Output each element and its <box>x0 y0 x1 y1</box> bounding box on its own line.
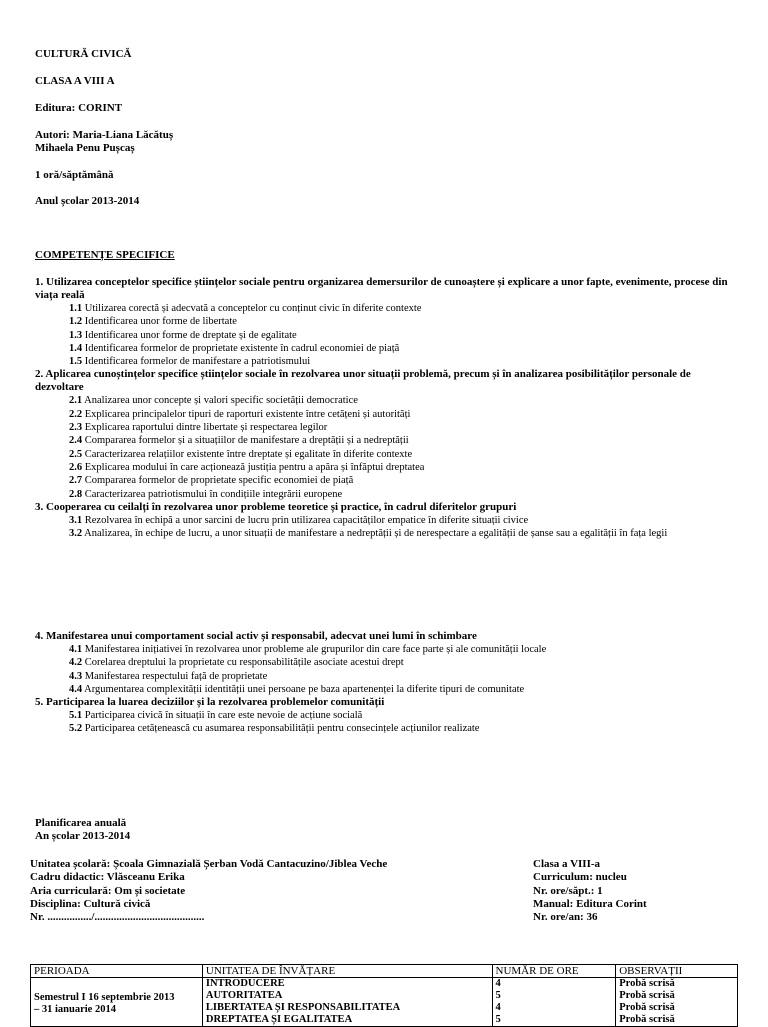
teacher: Cadru didactic: Vlăsceanu Erika <box>30 871 185 884</box>
competence-number: 1.4 <box>69 342 83 354</box>
competence-text: Explicarea modului în care acționează justiția pentru a apăra și înfăptui dreptatea <box>82 461 425 473</box>
competence-text: Analizarea, în echipe de lucru, a unor situații de manifestare a nedreptății și de nerespectare a egalității de șanse sau a egalității în fața legii <box>82 528 668 540</box>
competence-4-4 <box>35 683 740 696</box>
period-line-1: Semestrul I 16 septembrie 2013 <box>34 992 175 1003</box>
competence-text: Analizarea unor concepte și valori specific societății democratice <box>82 395 358 407</box>
competence-2-2 <box>35 408 740 421</box>
competence-number: 3.2 <box>69 528 83 540</box>
school-year-label: Anul școlar 2013-2014 <box>35 195 140 207</box>
competence-5-1 <box>35 709 740 722</box>
period-line-2: – 31 ianuarie 2014 <box>34 1004 116 1015</box>
competence-text: Explicarea principalelor tipuri de raporturi existente între cetățeni și autorități <box>82 408 411 420</box>
competence-number: 2.5 <box>69 448 83 460</box>
competence-4-heading: 4. Manifestarea unui comportament social activ și responsabil, adecvat unei lumi în schimbare <box>35 630 477 642</box>
competence-2-6 <box>35 461 740 474</box>
unit-name: AUTORITATEA <box>205 990 283 1001</box>
competence-text: Identificarea formelor de proprietate existente în cadrul economiei de piață <box>82 342 400 354</box>
competence-3-1 <box>35 514 740 527</box>
unit-cell <box>202 978 492 1027</box>
competence-number: 4.1 <box>69 644 83 655</box>
competence-1-4 <box>35 342 740 355</box>
competence-text: Corelarea dreptului la proprietate cu responsabilitățile asociate acestui drept <box>82 657 404 669</box>
competence-3-heading: 3. Cooperarea cu ceilalți în rezolvarea unor probleme teoretice și practice, în cadrul diferitelor grupuri <box>35 500 517 513</box>
competence-text: Explicarea raportului dintre libertate și respectarea legilor <box>82 422 328 434</box>
competence-number: 5.1 <box>69 710 83 722</box>
discipline: Disciplina: Cultură civică <box>30 897 151 910</box>
competence-text: Manifestarea inițiativei în rezolvarea unor probleme ale grupurilor din care face parte și ale comunității locale <box>82 644 547 655</box>
class-info: Clasa a VIII-a <box>533 858 601 870</box>
unit-name: DREPTATEA ȘI EGALITATEA <box>205 1014 353 1025</box>
competence-text: Compararea formelor de proprietate specific economiei de piață <box>82 475 354 487</box>
competence-text: Compararea formelor și a situațiilor de manifestare a dreptății și a nedreptății <box>82 435 409 447</box>
hours-value: 5 <box>495 990 501 1001</box>
column-header-observations: OBSERVAȚII <box>616 965 738 978</box>
competence-text: Utilizarea corectă și adecvată a conceptelor cu conținut civic în diferite contexte <box>82 303 422 314</box>
competence-number: 3.1 <box>69 514 83 526</box>
competence-text: Identificarea unor forme de dreptate și de egalitate <box>82 329 297 341</box>
competence-2-7 <box>35 474 740 487</box>
hours-label: 1 oră/săptămână <box>35 169 114 181</box>
competences-block-b <box>35 630 740 736</box>
competence-1-2 <box>35 315 740 328</box>
competences-title: COMPETENȚE SPECIFICE <box>35 249 175 261</box>
competence-text: Manifestarea respectului față de proprietate <box>82 670 268 682</box>
competence-1-1 <box>35 302 740 315</box>
competence-2-heading: 2. Aplicarea cunoștințelor specifice științelor sociale în rezolvarea unor situații problemă, precum și în analizarea posibilităților personale de dezvoltare <box>35 368 691 394</box>
competence-2-3 <box>35 421 740 434</box>
table-header-row <box>31 965 738 978</box>
period-cell <box>31 978 203 1027</box>
competence-1-3 <box>35 329 740 342</box>
competence-number: 1.5 <box>69 356 83 368</box>
registration-number: Nr. ................/........................................ <box>30 911 205 924</box>
column-header-period: PERIOADA <box>31 965 203 978</box>
competence-2-5 <box>35 448 740 461</box>
competence-number: 2.4 <box>69 435 83 447</box>
competence-number: 4.4 <box>69 683 83 695</box>
competence-5-2 <box>35 722 740 735</box>
observation-value: Probă scrisă <box>619 990 675 1001</box>
competence-text: Participarea civică în situații în care este nevoie de acțiune socială <box>82 710 363 722</box>
hours-value: 4 <box>495 1002 501 1013</box>
competence-4-1 <box>35 643 740 656</box>
competence-2-4 <box>35 434 740 447</box>
competence-4-2 <box>35 656 740 669</box>
competence-text: Participarea cetățenească cu asumarea responsabilității pentru consecințele acțiunilor realizate <box>82 723 480 735</box>
authors-line-1: Autori: Maria-Liana Lăcătuș <box>35 129 174 141</box>
school-info-right <box>533 858 647 924</box>
competence-number: 5.2 <box>69 723 83 735</box>
unit-name: INTRODUCERE <box>205 978 285 989</box>
observation-value: Probă scrisă <box>619 1002 675 1013</box>
competence-3-2 <box>35 527 740 540</box>
competences-block-a <box>35 276 740 540</box>
observation-value: Probă scrisă <box>619 1014 675 1025</box>
hours-value: 5 <box>495 1014 501 1025</box>
competence-2-8 <box>35 488 740 501</box>
competence-number: 2.1 <box>69 395 83 407</box>
planning-title: Planificarea anuală <box>35 817 127 829</box>
competence-5-heading: 5. Participarea la luarea deciziilor și la rezolvarea problemelor comunității <box>35 696 385 709</box>
hours-per-week: Nr. ore/săpt.: 1 <box>533 884 603 897</box>
column-header-hours: NUMĂR DE ORE <box>492 965 616 978</box>
observation-value: Probă scrisă <box>619 978 675 989</box>
planning-table <box>30 964 738 1027</box>
competence-2-1 <box>35 394 740 407</box>
competence-number: 2.7 <box>69 475 83 487</box>
competence-text: Caracterizarea patriotismului în condițiile integrării europene <box>82 488 343 500</box>
hours-per-year: Nr. ore/an: 36 <box>533 911 598 924</box>
competence-number: 4.2 <box>69 657 83 669</box>
competence-number: 1.2 <box>69 316 83 328</box>
school-info-left <box>30 858 387 924</box>
publisher-label: Editura: CORINT <box>35 102 123 114</box>
curriculum-info: Curriculum: nucleu <box>533 871 627 884</box>
hours-value: 4 <box>495 978 501 989</box>
observations-cell <box>616 978 738 1027</box>
hours-cell <box>492 978 616 1027</box>
competence-text: Identificarea unor forme de libertate <box>82 316 237 328</box>
competence-1-5 <box>35 355 740 368</box>
competence-text: Caracterizarea relațiilor existente între dreptate și egalitate în diferite contexte <box>82 448 413 460</box>
competence-4-3 <box>35 670 740 683</box>
competence-number: 4.3 <box>69 670 83 682</box>
planning-year: An școlar 2013-2014 <box>35 830 131 842</box>
class-label: CLASA A VIII A <box>35 75 115 87</box>
subject-title: CULTURĂ CIVICĂ <box>35 48 132 60</box>
unit-name: LIBERTATEA ȘI RESPONSABILITATEA <box>205 1002 401 1013</box>
column-header-unit: UNITATEA DE ÎNVĂȚARE <box>202 965 492 978</box>
competence-number: 1.1 <box>69 303 83 314</box>
competence-number: 2.3 <box>69 422 83 434</box>
textbook-info: Manual: Editura Corint <box>533 897 647 910</box>
competence-1-heading: 1. Utilizarea conceptelor specifice științelor sociale pentru organizarea demersurilor de cunoaștere și explicare a unor fapte, evenimente, procese din viața reală <box>35 276 728 301</box>
competence-text: Rezolvarea în echipă a unor sarcini de lucru prin utilizarea capacităților empatice în diferite situații civice <box>82 514 529 526</box>
school-unit: Unitatea școlară: Școala Gimnazială Șerban Vodă Cantacuzino/Jiblea Veche <box>30 858 388 870</box>
authors-line-2: Mihaela Penu Pușcaș <box>35 142 135 154</box>
competence-text: Identificarea formelor de manifestare a patriotismului <box>82 356 311 368</box>
competence-number: 2.8 <box>69 488 83 500</box>
competence-number: 2.6 <box>69 461 83 473</box>
table-row <box>31 978 738 1027</box>
competence-text: Argumentarea complexității identității unei persoane pe baza apartenenței la diferite tipuri de comunitate <box>82 683 525 695</box>
competence-number: 2.2 <box>69 408 83 420</box>
competence-number: 1.3 <box>69 329 83 341</box>
curricular-area: Aria curriculară: Om și societate <box>30 884 186 897</box>
